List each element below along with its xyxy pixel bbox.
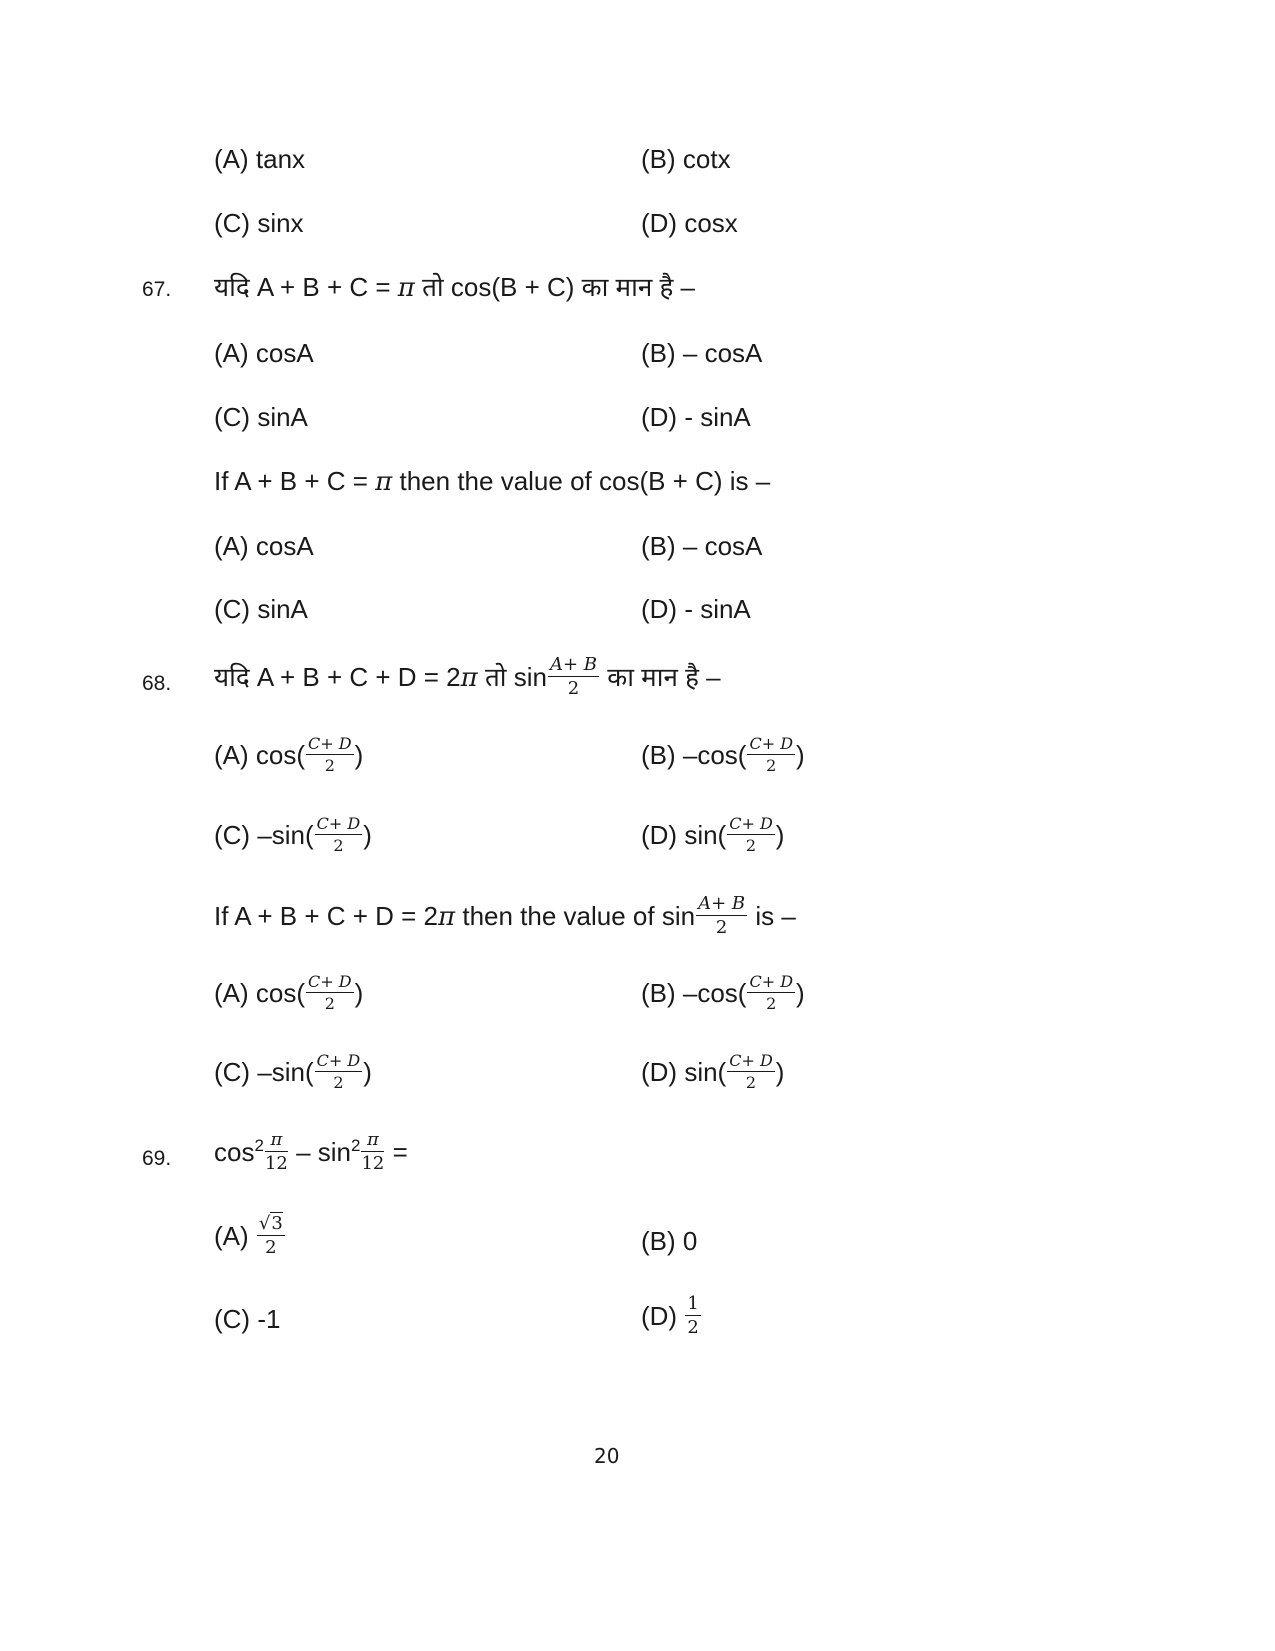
q68-hindi-fraction: $\frac{A+ B}{2}$ (549, 654, 598, 699)
q67-english-option-c: (C) sinA (214, 594, 308, 624)
q68-english-fraction: $\frac{A+ B}{2}$ (698, 893, 746, 938)
q68-hindi-option-b: (B) –cos( $\frac{C+ D}{2}$ ) (641, 734, 805, 775)
q66-option-d: (D) cosx (641, 208, 738, 238)
q68-hindi-option-c: (C) –sin( $\frac{C+ D}{2}$ ) (214, 814, 372, 855)
q68-hindi-text: यदि A + B + C + D = 2π तो sin $\frac{A+ B}{2}$ का मान है – (214, 654, 721, 699)
question-number-68: 68. (142, 672, 172, 695)
q69-option-a: (A) $\frac{√3}{2}$ (214, 1213, 283, 1258)
q69-option-d: (D) $\frac{1}{2}$ (641, 1293, 699, 1338)
question-number-69: 69. (142, 1147, 172, 1170)
page-number: 20 (594, 1444, 620, 1468)
q67-hindi-option-c: (C) sinA (214, 402, 308, 432)
question-number-67: 67. (142, 278, 172, 301)
q67-english-option-b: (B) – cosA (641, 531, 763, 561)
q67-english-option-d: (D) - sinA (641, 594, 751, 624)
q68-hindi-option-d: (D) sin( $\frac{C+ D}{2}$ ) (641, 814, 785, 855)
q67-hindi-option-d: (D) - sinA (641, 402, 751, 432)
q66-option-b: (B) cotx (641, 144, 731, 174)
q67-hindi-text: यदि A + B + C = π तो cos(B + C) का मान है – (214, 272, 695, 303)
q67-english-option-a: (A) cosA (214, 531, 314, 561)
q66-option-a: (A) tanx (214, 144, 306, 174)
q68-english-option-b: (B) –cos( $\frac{C+ D}{2}$ ) (641, 972, 805, 1013)
q69-option-c: (C) -1 (214, 1304, 281, 1334)
q67-hindi-option-a: (A) cosA (214, 338, 314, 368)
q68-english-option-d: (D) sin( $\frac{C+ D}{2}$ ) (641, 1051, 785, 1092)
q69-option-b: (B) 0 (641, 1226, 698, 1256)
q66-option-c: (C) sinx (214, 208, 304, 238)
q68-english-option-c: (C) –sin( $\frac{C+ D}{2}$ ) (214, 1051, 372, 1092)
q68-english-option-a: (A) cos( $\frac{C+ D}{2}$ ) (214, 972, 364, 1013)
q68-english-text: If A + B + C + D = 2π then the value of sin $\frac{A+ B}{2}$ is – (214, 893, 796, 938)
q69-expression: $\cos^2$ $\frac{\pi}{12}$ – $\sin^2$ $\frac{\pi}{12}$ = (214, 1129, 408, 1174)
q68-hindi-option-a: (A) cos( $\frac{C+ D}{2}$ ) (214, 734, 364, 775)
q67-english-text: If A + B + C = π then the value of cos(B + C) is – (214, 466, 771, 497)
q67-hindi-option-b: (B) – cosA (641, 338, 763, 368)
